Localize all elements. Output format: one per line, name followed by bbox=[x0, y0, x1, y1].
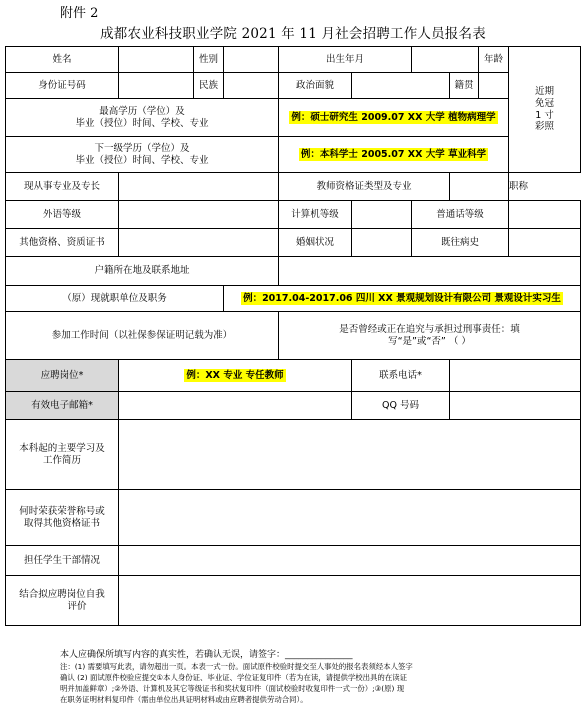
email-label: 有效电子邮箱* bbox=[6, 392, 119, 420]
name-field[interactable] bbox=[119, 47, 194, 73]
language-label: 外语等级 bbox=[6, 201, 119, 229]
qq-label: QQ 号码 bbox=[352, 392, 450, 420]
other-cert-field[interactable] bbox=[119, 229, 279, 257]
computer-field[interactable] bbox=[352, 201, 412, 229]
employer-field[interactable] bbox=[224, 286, 581, 312]
email-field[interactable] bbox=[119, 392, 352, 420]
position-label: 应聘岗位* bbox=[6, 360, 119, 392]
lower-education-label-2: 毕业（授位）时间、学校、专业 bbox=[75, 154, 209, 166]
id-number-label: 身份证号码 bbox=[6, 73, 119, 99]
cadre-label: 担任学生干部情况 bbox=[6, 546, 119, 576]
residence-field[interactable] bbox=[279, 257, 581, 286]
employer-label: （原）现就职单位及职务 bbox=[6, 286, 224, 312]
lower-education-field[interactable] bbox=[279, 137, 509, 173]
medical-history-label: 既往病史 bbox=[412, 229, 509, 257]
photo-text-3: 1 寸 bbox=[535, 109, 554, 121]
attachment-label: 附件 2 bbox=[60, 6, 99, 21]
origin-field[interactable] bbox=[479, 73, 509, 99]
major-field[interactable] bbox=[119, 173, 279, 201]
honor-label bbox=[6, 490, 119, 546]
politics-label: 政治面貌 bbox=[279, 73, 352, 99]
title-label: 职称 bbox=[509, 180, 529, 192]
photo-area[interactable] bbox=[509, 47, 581, 173]
criminal-record-text-2: 写“是”或“否” （ ） bbox=[388, 335, 471, 347]
ethnicity-field[interactable] bbox=[224, 73, 279, 99]
medical-history-field[interactable] bbox=[509, 229, 581, 257]
highest-education-label-1: 最高学历（学位）及 bbox=[99, 105, 185, 117]
photo-text-1: 近期 bbox=[535, 85, 555, 97]
self-evaluation-label-1: 结合拟应聘岗位自我 bbox=[19, 588, 105, 600]
highest-education-label bbox=[6, 99, 279, 137]
gender-field[interactable] bbox=[224, 47, 279, 73]
note-line-2: 确认 (2) 面试原件校验应提交①本人身份证、毕业证、学位证复印件（若为在读，请提供学校出具的在读证 bbox=[60, 673, 407, 682]
teacher-cert-field[interactable] bbox=[450, 173, 509, 201]
resume-field[interactable] bbox=[119, 420, 581, 490]
birth-field[interactable] bbox=[412, 47, 479, 73]
birth-label: 出生年月 bbox=[279, 47, 412, 73]
self-evaluation-field[interactable] bbox=[119, 576, 581, 626]
photo-text-4: 彩照 bbox=[535, 121, 555, 133]
honor-label-2: 取得其他资格证书 bbox=[23, 517, 100, 529]
resume-label bbox=[6, 420, 119, 490]
gender-label: 性别 bbox=[194, 47, 224, 73]
computer-label: 计算机等级 bbox=[279, 201, 352, 229]
highest-education-field[interactable] bbox=[279, 99, 509, 137]
note-line-1: 注：(1) 需要填写此表，请勿超出一页。本表一式一份。面试原件校验时提交至人事处的报名表须经本人签字 bbox=[60, 662, 413, 671]
politics-field[interactable] bbox=[352, 73, 450, 99]
highest-education-example: 例：硕士研究生 2009.07 XX 大学 植物病理学 bbox=[291, 111, 496, 123]
honor-label-1: 何时荣获荣誉称号或 bbox=[19, 505, 105, 517]
marriage-label: 婚姻状况 bbox=[279, 229, 352, 257]
note-line-4: 在职务证明材料复印件（需由单位出具证明材料或由应聘者提供劳动合同）。 bbox=[60, 695, 308, 704]
footer-notes bbox=[60, 649, 530, 705]
criminal-record-question[interactable] bbox=[279, 312, 581, 360]
qq-field[interactable] bbox=[450, 392, 581, 420]
residence-label: 户籍所在地及联系地址 bbox=[6, 257, 279, 286]
age-label: 年龄 bbox=[479, 47, 509, 73]
resume-label-2: 工作简历 bbox=[42, 454, 81, 466]
lower-education-label bbox=[6, 137, 279, 173]
language-field[interactable] bbox=[119, 201, 279, 229]
id-number-field[interactable] bbox=[119, 73, 194, 99]
origin-label: 籍贯 bbox=[450, 73, 479, 99]
phone-label: 联系电话* bbox=[352, 360, 450, 392]
self-evaluation-label bbox=[6, 576, 119, 626]
form-title: 成都农业科技职业学院 2021 年 11 月社会招聘工作人员报名表 bbox=[100, 26, 486, 42]
mandarin-label: 普通话等级 bbox=[412, 201, 509, 229]
position-example: 例：XX 专业 专任教师 bbox=[186, 369, 284, 381]
highest-education-label-2: 毕业（授位）时间、学校、专业 bbox=[75, 117, 209, 129]
position-field[interactable] bbox=[119, 360, 352, 392]
major-label: 现从事专业及专长 bbox=[6, 173, 119, 201]
registration-form-table bbox=[5, 46, 581, 626]
signature-line: 本人应确保所填写内容的真实性，若确认无误，请签字：_______________ bbox=[60, 650, 353, 660]
criminal-record-text-1: 是否曾经或正在追究与承担过刑事责任：填 bbox=[339, 323, 520, 335]
marriage-field[interactable] bbox=[352, 229, 412, 257]
teacher-cert-label: 教师资格证类型及专业 bbox=[279, 173, 450, 201]
note-line-3: 明并加盖鲜章）;②外语、计算机及其它等级证书和奖状复印件（面试校验时收复印件一式一份）;③(原) 现 bbox=[60, 684, 405, 693]
title-cell[interactable] bbox=[509, 173, 581, 201]
name-label: 姓名 bbox=[6, 47, 119, 73]
mandarin-field[interactable] bbox=[509, 201, 581, 229]
resume-label-1: 本科起的主要学习及 bbox=[19, 442, 105, 454]
employer-example: 例：2017.04-2017.06 四川 XX 景观规划设计有限公司 景观设计实习生 bbox=[243, 292, 561, 304]
phone-field[interactable] bbox=[450, 360, 581, 392]
lower-education-example: 例：本科学士 2005.07 XX 大学 草业科学 bbox=[300, 148, 487, 160]
ethnicity-label: 民族 bbox=[194, 73, 224, 99]
photo-text-2: 免冠 bbox=[535, 97, 555, 109]
lower-education-label-1: 下一级学历（学位）及 bbox=[94, 142, 190, 154]
self-evaluation-label-2: 评价 bbox=[67, 600, 87, 612]
other-cert-label: 其他资格、资质证书 bbox=[6, 229, 119, 257]
work-start-label: 参加工作时间（以社保参保证明记载为准） bbox=[6, 312, 279, 360]
honor-field[interactable] bbox=[119, 490, 581, 546]
cadre-field[interactable] bbox=[119, 546, 581, 576]
